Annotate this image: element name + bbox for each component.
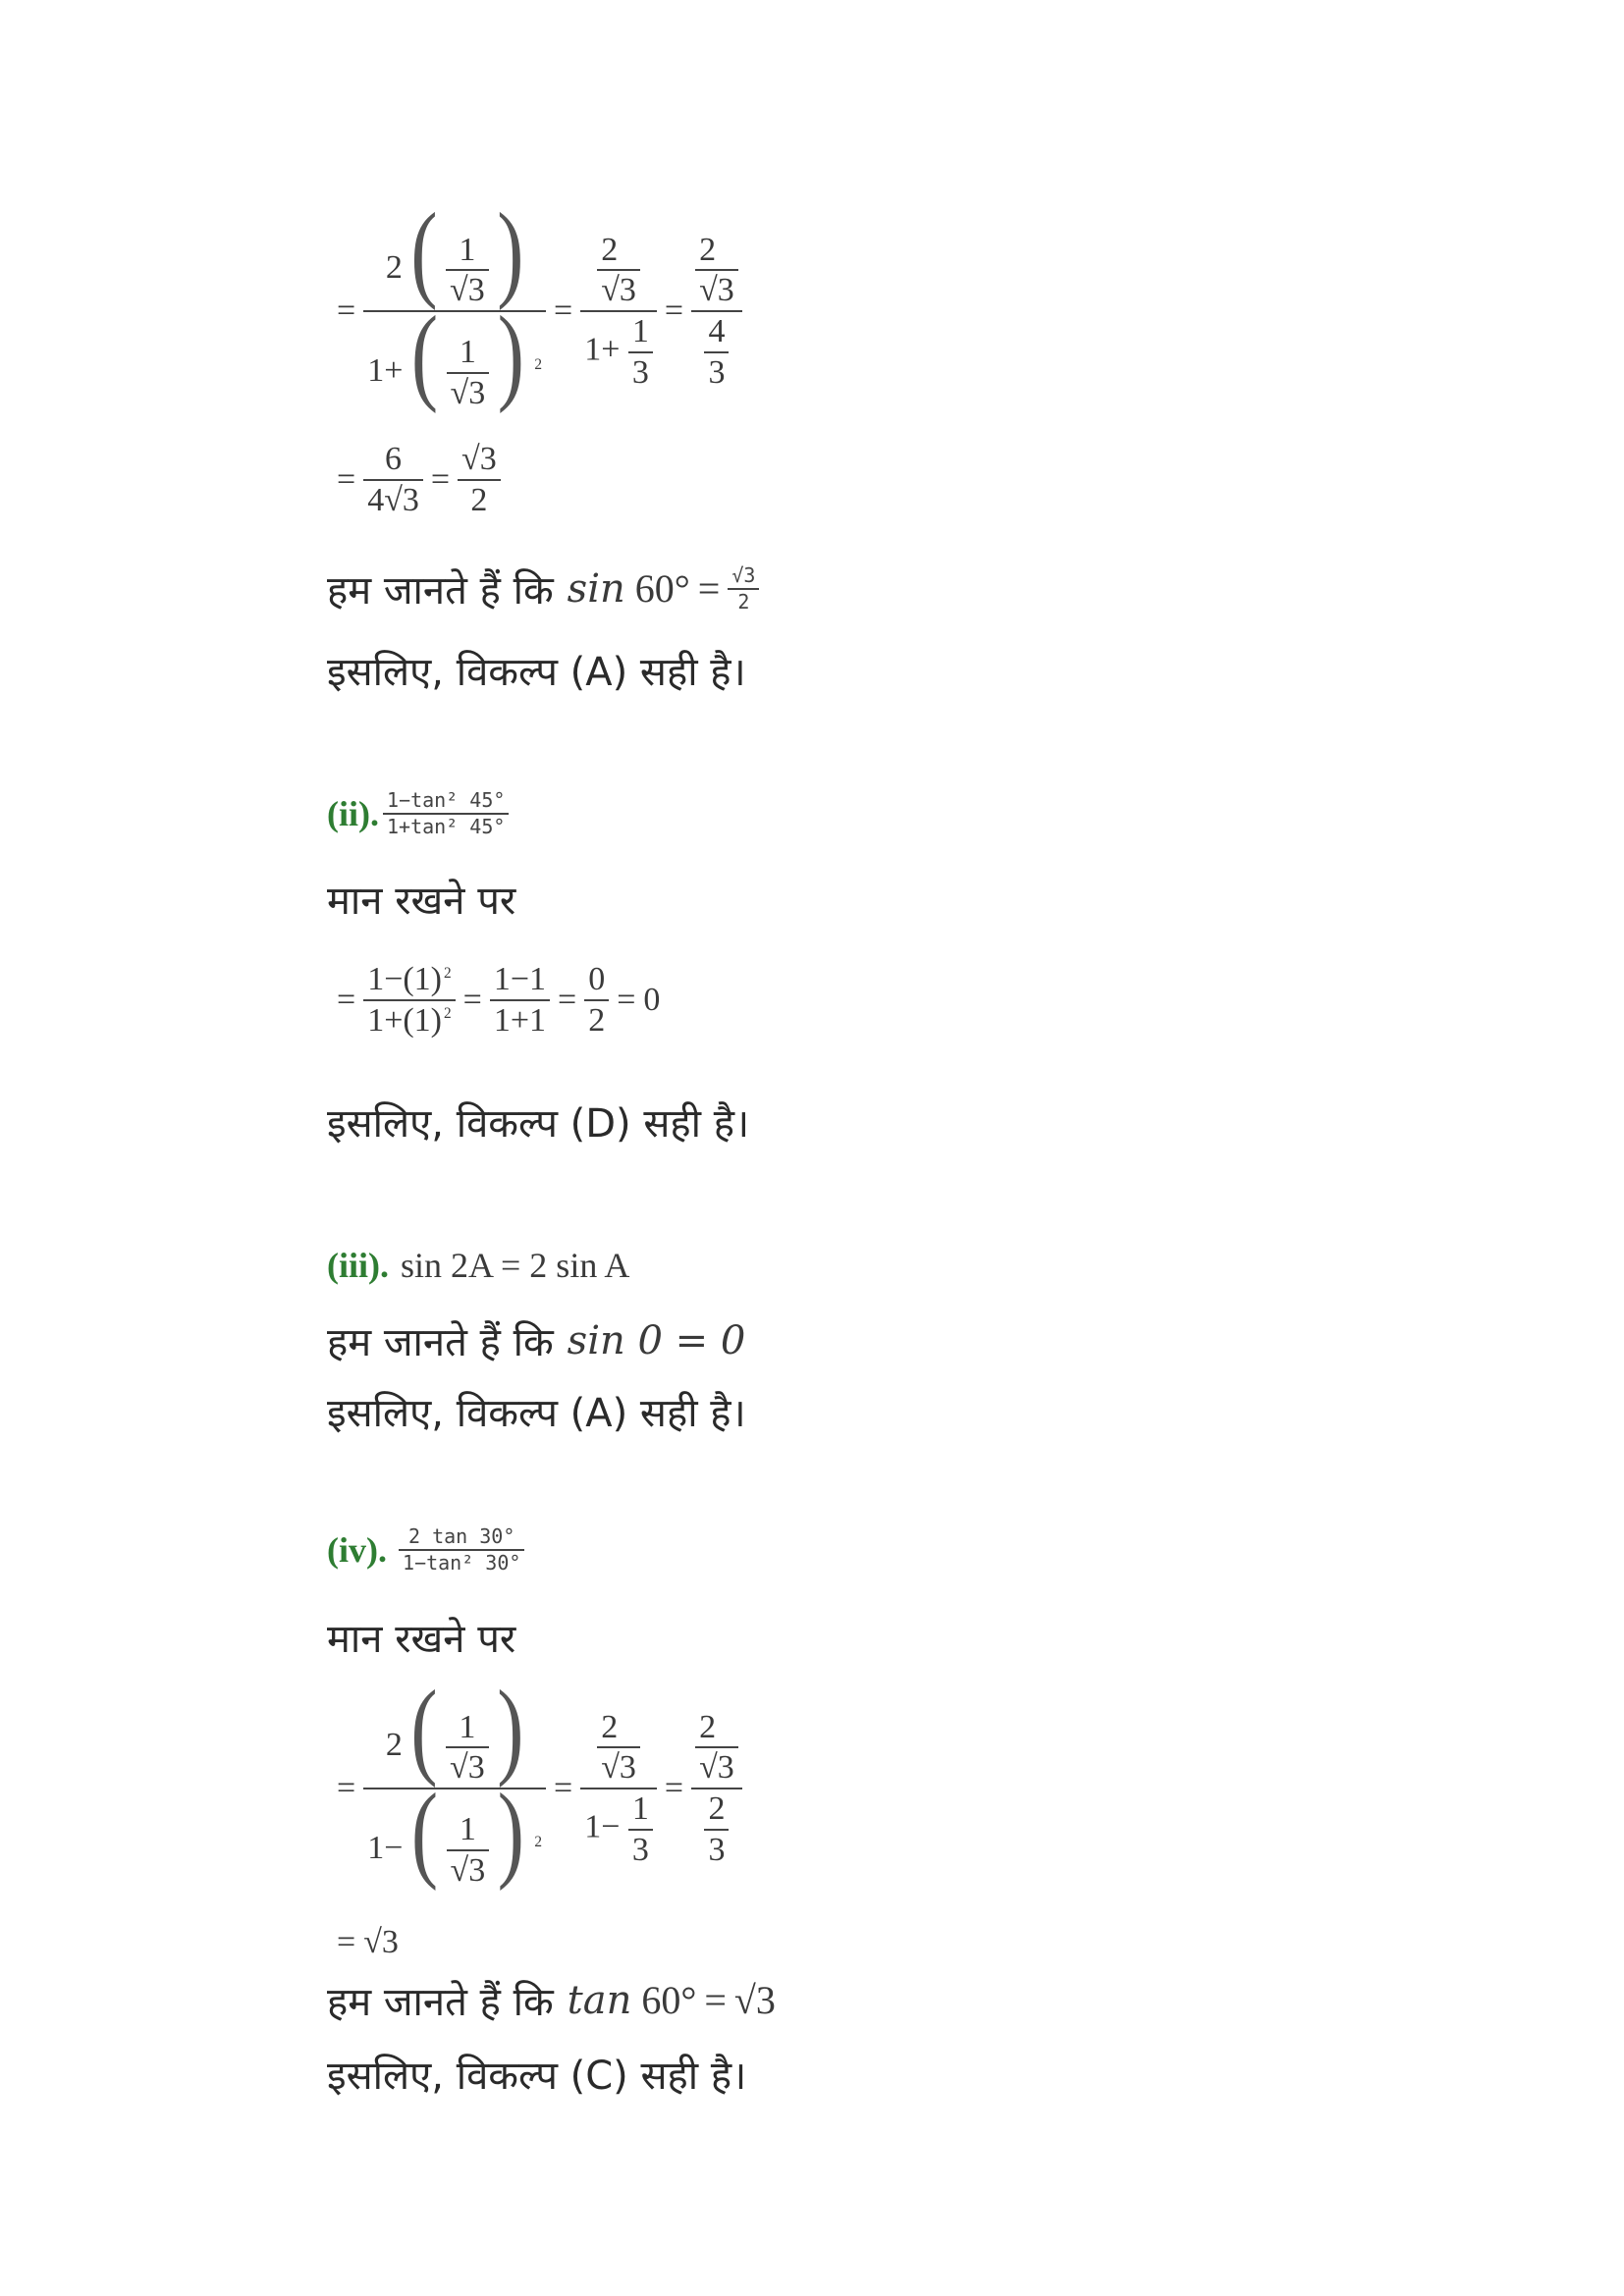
part-i-step1: = 2 ( $\frac{1}{√3}$ ) 1+ ( $\frac{1}{√3}$ ) $^2$ = $\frac{2}{√3}$ 1+ $\frac{1}{3}$ = $\frac{\frac{2}{√3}}{\frac{4}{3}}$	[329, 211, 742, 411]
question-expression: sin 2A = 2 sin A	[400, 1246, 630, 1285]
part-i-known-fact: हम जानते हैं कि sin 60° = $\frac{√3}{2}$	[327, 561, 759, 615]
part-iv-question	[327, 1526, 524, 1574]
part-ii-question	[327, 790, 509, 837]
part-iv-step2: = √ 3	[337, 1924, 399, 1960]
part-i-step2: = $\frac{6}{4√3}$ = $\frac{√3}{2}$	[329, 442, 501, 517]
fraction-mid: $\frac{2}{√3}$ 1+ $\frac{1}{3}$	[580, 233, 657, 391]
part-iv-substitute-text: मान रखने पर	[327, 1617, 516, 1662]
sqrt-icon: √	[601, 272, 620, 309]
sqrt-icon: √	[450, 1749, 468, 1787]
part-iii-known-fact: हम जानते हैं कि sin 0 = 0	[327, 1317, 746, 1365]
fraction-mid: $\frac{2}{√3}$ 1− $\frac{1}{3}$	[580, 1710, 657, 1868]
question-expression: $\frac{\text{1−tan² 45°}}{\text{1+tan² 45°}}$	[383, 790, 509, 837]
sqrt-icon: √	[450, 1852, 469, 1890]
fraction-rhs: $\frac{\frac{2}{√3}}{\frac{2}{3}}$	[691, 1710, 742, 1868]
sqrt-icon: √	[699, 272, 718, 309]
sqrt-icon: √	[601, 1749, 620, 1787]
part-ii-conclusion: इसलिए, विकल्प (D) सही है।	[327, 1101, 750, 1147]
question-label: (iv).	[327, 1530, 387, 1570]
right-paren: )	[497, 189, 524, 311]
sqrt-icon: √	[450, 375, 469, 412]
question-label: (iii).	[327, 1246, 389, 1285]
part-iii-conclusion: इसलिए, विकल्प (A) सही है।	[327, 1391, 746, 1436]
fraction-lhs: 2 ( $\frac{1}{√3}$ ) 1− ( $\frac{1}{√3}$ ) $^2$	[363, 1688, 546, 1889]
sqrt-icon: √	[363, 1924, 382, 1960]
part-i-conclusion: इसलिए, विकल्प (A) सही है।	[327, 650, 746, 695]
coefficient: 2	[385, 249, 403, 286]
fraction-rhs: $\frac{\frac{2}{√3}}{\frac{4}{3}}$	[691, 233, 742, 391]
exponent: 2	[534, 1833, 543, 1850]
exponent: 2	[534, 355, 543, 373]
part-iv-conclusion: इसलिए, विकल्प (C) सही है।	[327, 2054, 747, 2099]
equals-sign: =	[337, 292, 356, 329]
fraction-lhs: 2 ( $\frac{1}{√3}$ ) 1+ ( $\frac{1}{√3}$ ) $^2$	[363, 211, 546, 411]
question-label: (ii).	[327, 794, 379, 833]
sqrt-icon: √	[450, 272, 468, 309]
part-iv-known-fact: हम जानते हैं कि tan 60° = √3	[327, 1977, 776, 2025]
sqrt-icon: √	[461, 441, 480, 477]
part-ii-substitute-text: मान रखने पर	[327, 879, 516, 924]
part-ii-step: = $\frac{1-(1) ^2}{1+(1) ^2}$ = $\frac{1-1}{1+1}$ = $\frac{0}{2}$ = 0	[337, 961, 661, 1039]
sqrt-icon: √	[384, 481, 403, 518]
question-expression: $\frac{2 \tan 30^\circ}{\text{1−tan² 30°}}$	[399, 1526, 524, 1574]
sqrt-icon: √	[699, 1749, 718, 1787]
part-iii-question	[327, 1245, 629, 1286]
part-iv-step1: = 2 ( $\frac{1}{√3}$ ) 1− ( $\frac{1}{√3}$ ) $^2$ = $\frac{2}{√3}$ 1− $\frac{1}{3}$ = $\frac{\frac{2}{√3}}{\frac{2}{3}}$	[329, 1688, 742, 1889]
left-paren: (	[410, 189, 438, 311]
